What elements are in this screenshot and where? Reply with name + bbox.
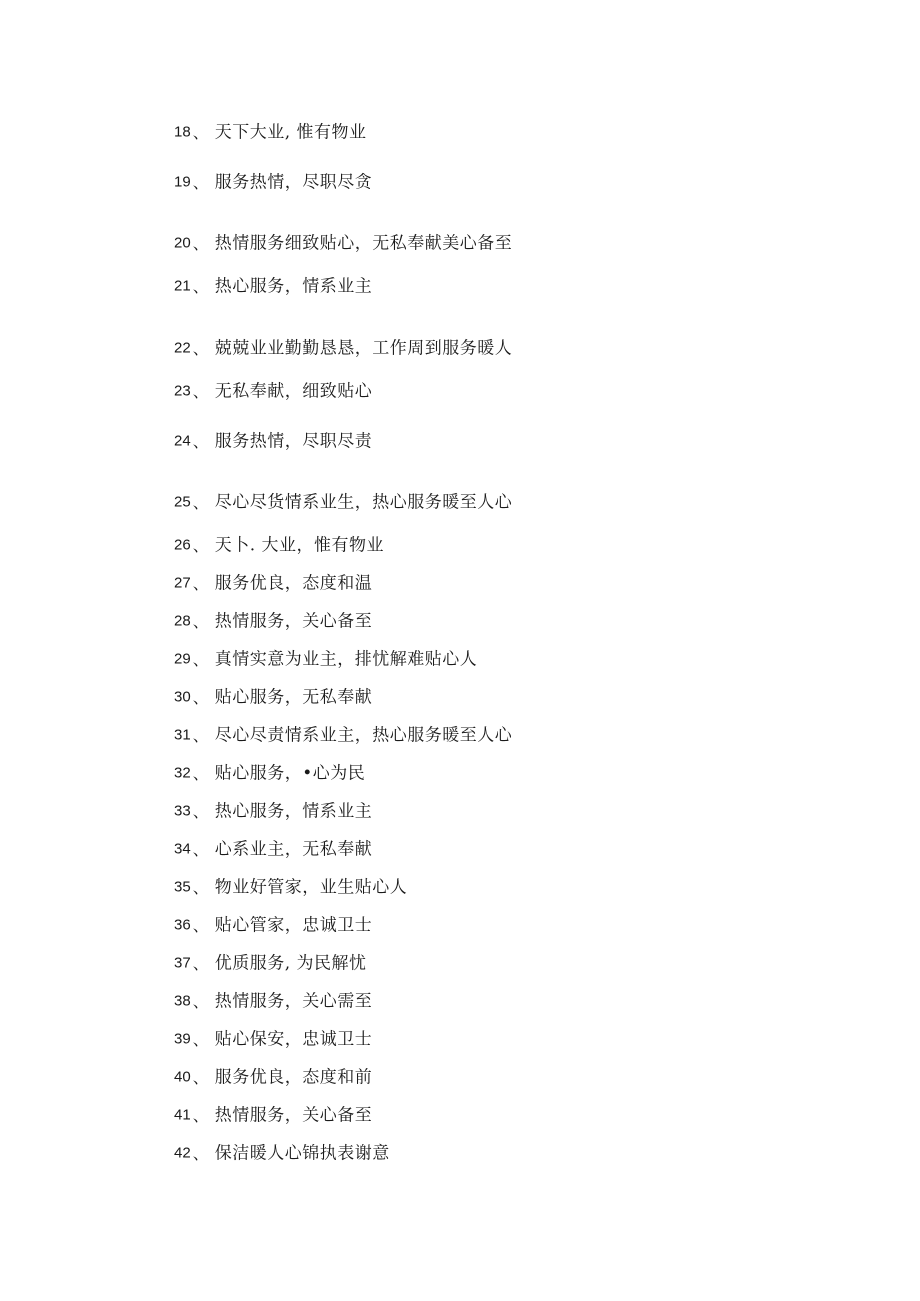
list-item	[174, 685, 372, 709]
item-number: 29	[174, 650, 191, 668]
item-number: 18	[174, 123, 191, 141]
item-separator: 、	[192, 1105, 209, 1125]
list-item	[174, 989, 372, 1013]
item-text: 热心服务，情系业主	[214, 276, 373, 297]
item-text: 贴心服务，•心为民	[214, 763, 366, 784]
item-separator: 、	[192, 801, 209, 821]
item-separator: 、	[192, 1029, 209, 1049]
list-item	[174, 1103, 372, 1127]
item-text: 兢兢业业勤勤恳恳，工作周到服务暖人	[214, 338, 513, 359]
item-text: 天下大业, 惟有物业	[214, 122, 367, 143]
item-separator: 、	[192, 573, 209, 593]
item-number: 40	[174, 1068, 191, 1086]
item-number: 21	[174, 277, 191, 295]
item-separator: 、	[192, 233, 209, 253]
item-text: 热情服务，关心需至	[214, 991, 373, 1012]
list-item	[174, 120, 367, 144]
list-item	[174, 170, 372, 194]
item-number: 32	[174, 764, 191, 782]
list-item	[174, 913, 372, 937]
list-item	[174, 723, 512, 747]
item-number: 20	[174, 234, 191, 252]
item-separator: 、	[192, 122, 209, 142]
item-separator: 、	[192, 839, 209, 859]
list-item	[174, 1065, 372, 1089]
item-separator: 、	[192, 877, 209, 897]
item-separator: 、	[192, 338, 209, 358]
item-separator: 、	[192, 276, 209, 296]
item-text: 心系业主，无私奉献	[214, 839, 373, 860]
item-text: 保洁暖人心锦执表谢意	[214, 1143, 390, 1164]
item-text: 尽心尽责情系业主，热心服务暖至人心	[214, 725, 513, 746]
item-separator: 、	[192, 431, 209, 451]
list-item	[174, 490, 512, 514]
list-item	[174, 1027, 372, 1051]
item-number: 38	[174, 992, 191, 1010]
item-text: 服务优良，态度和温	[214, 573, 373, 594]
item-number: 31	[174, 726, 191, 744]
item-number: 23	[174, 382, 191, 400]
item-number: 36	[174, 916, 191, 934]
item-text: 优质服务, 为民解忧	[214, 953, 367, 974]
item-number: 25	[174, 493, 191, 511]
item-number: 24	[174, 432, 191, 450]
item-number: 30	[174, 688, 191, 706]
item-text: 服务热情，尽职尽责	[214, 431, 373, 452]
item-text: 热情服务细致贴心，无私奉献美心备至	[214, 233, 513, 254]
item-number: 39	[174, 1030, 191, 1048]
item-number: 35	[174, 878, 191, 896]
item-number: 19	[174, 173, 191, 191]
item-separator: 、	[192, 725, 209, 745]
list-item	[174, 647, 477, 671]
item-text: 天卜. 大业，惟有物业	[214, 535, 385, 556]
list-item	[174, 429, 372, 453]
item-separator: 、	[192, 991, 209, 1011]
list-item	[174, 336, 512, 360]
item-separator: 、	[192, 492, 209, 512]
list-item	[174, 875, 407, 899]
item-text: 贴心服务，无私奉献	[214, 687, 373, 708]
list-item	[174, 799, 372, 823]
item-text: 物业好管家，业生贴心人	[214, 877, 408, 898]
item-separator: 、	[192, 649, 209, 669]
item-text: 真情实意为业主，排忧解难贴心人	[214, 649, 478, 670]
list-item	[174, 533, 384, 557]
item-number: 28	[174, 612, 191, 630]
item-separator: 、	[192, 172, 209, 192]
item-text: 贴心保安，忠诚卫士	[214, 1029, 373, 1050]
list-item	[174, 379, 372, 403]
item-text: 无私奉献，细致贴心	[214, 381, 373, 402]
item-text: 热心服务，情系业主	[214, 801, 373, 822]
list-item	[174, 1141, 390, 1165]
item-number: 41	[174, 1106, 191, 1124]
item-separator: 、	[192, 915, 209, 935]
item-text: 热情服务，关心备至	[214, 611, 373, 632]
item-separator: 、	[192, 535, 209, 555]
item-number: 34	[174, 840, 191, 858]
item-separator: 、	[192, 1067, 209, 1087]
list-item	[174, 571, 372, 595]
list-item	[174, 609, 372, 633]
item-separator: 、	[192, 953, 209, 973]
list-item	[174, 951, 367, 975]
item-text: 服务热情，尽职尽贪	[214, 172, 373, 193]
item-text: 尽心尽货情系业生，热心服务暖至人心	[214, 492, 513, 513]
list-item	[174, 274, 372, 298]
item-separator: 、	[192, 687, 209, 707]
item-text: 服务优良，态度和前	[214, 1067, 373, 1088]
item-separator: 、	[192, 1143, 209, 1163]
list-item	[174, 761, 365, 785]
list-item	[174, 837, 372, 861]
item-text: 热情服务，关心备至	[214, 1105, 373, 1126]
item-separator: 、	[192, 763, 209, 783]
item-number: 37	[174, 954, 191, 972]
item-text: 贴心管家，忠诚卫士	[214, 915, 373, 936]
item-number: 27	[174, 574, 191, 592]
item-number: 42	[174, 1144, 191, 1162]
item-number: 22	[174, 339, 191, 357]
item-number: 26	[174, 536, 191, 554]
item-separator: 、	[192, 611, 209, 631]
item-number: 33	[174, 802, 191, 820]
list-item	[174, 231, 512, 255]
item-separator: 、	[192, 381, 209, 401]
